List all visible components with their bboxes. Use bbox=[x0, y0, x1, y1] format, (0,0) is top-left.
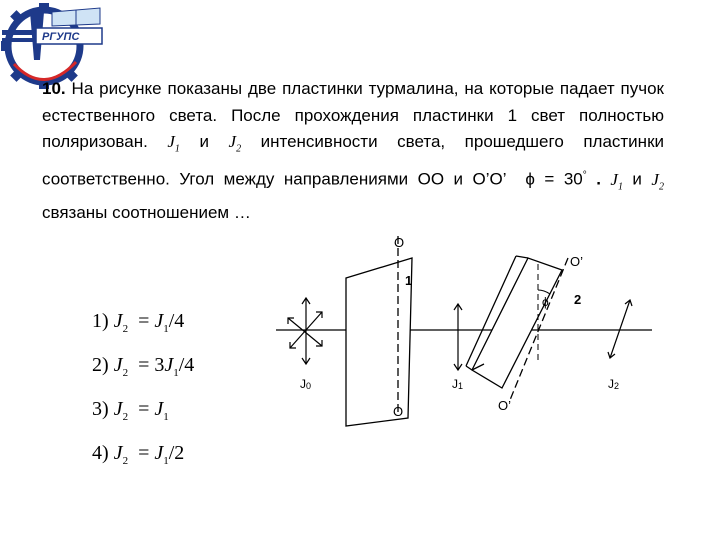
symbol-phi: ϕ bbox=[525, 169, 535, 189]
label-o-top: O bbox=[394, 235, 405, 250]
question-part-1: На рисунке показаны две пластинки турмалина, на которые падает пучок естественного света. После прохождения пластинки 1 свет полностью поляризован. bbox=[42, 79, 664, 151]
logo-text: РГУПС bbox=[42, 31, 80, 43]
answer-list bbox=[92, 310, 194, 486]
label-j0: J0 bbox=[300, 377, 312, 391]
question-number: 10. bbox=[42, 79, 66, 98]
label-phi: ϕ bbox=[542, 295, 549, 309]
tourmaline-diagram bbox=[276, 228, 672, 428]
question-part-2: интенсивности света, прошедшего пластинки соответственно. Угол между направлениями ОО и О’О’ bbox=[42, 132, 664, 189]
label-o-prime-bottom: O’ bbox=[498, 398, 511, 413]
word-and: и bbox=[199, 132, 209, 151]
answer-option-3[interactable]: 3) $J_2 = J_1$ bbox=[92, 398, 169, 423]
symbol-j2-second: $J_2$ bbox=[651, 169, 664, 192]
degree-sign: ° bbox=[582, 169, 587, 181]
natural-light-symbol bbox=[288, 298, 322, 364]
label-o-bottom: O bbox=[393, 404, 404, 419]
symbol-j2: $J_2$ bbox=[228, 132, 242, 155]
plate-1 bbox=[346, 258, 412, 426]
polarized-light-j1-symbol bbox=[454, 304, 462, 370]
label-o-prime-top: O’ bbox=[570, 254, 583, 269]
label-j1: J1 bbox=[452, 377, 464, 391]
answer-option-4[interactable]: 4) $J_2 = J_1/2$ bbox=[92, 442, 185, 467]
symbol-j1-second: $J_1$ bbox=[610, 169, 623, 192]
angle-value: = 30 bbox=[544, 169, 583, 189]
period: . bbox=[596, 169, 601, 189]
symbol-j1: $J_1$ bbox=[167, 132, 180, 155]
answer-option-2[interactable]: 2) $J_2 = 3J_1/4$ bbox=[92, 354, 195, 379]
label-plate-2: 2 bbox=[574, 292, 582, 307]
question-text bbox=[42, 76, 664, 227]
question-part-3: связаны соотношением … bbox=[42, 203, 251, 223]
word-and-second: и bbox=[632, 169, 642, 189]
label-plate-1: 1 bbox=[405, 273, 413, 288]
answer-option-1[interactable]: 1) $J_2 = J_1/4$ bbox=[92, 310, 185, 335]
polarized-light-j2-symbol bbox=[608, 300, 632, 358]
label-j2: J2 bbox=[608, 377, 620, 391]
